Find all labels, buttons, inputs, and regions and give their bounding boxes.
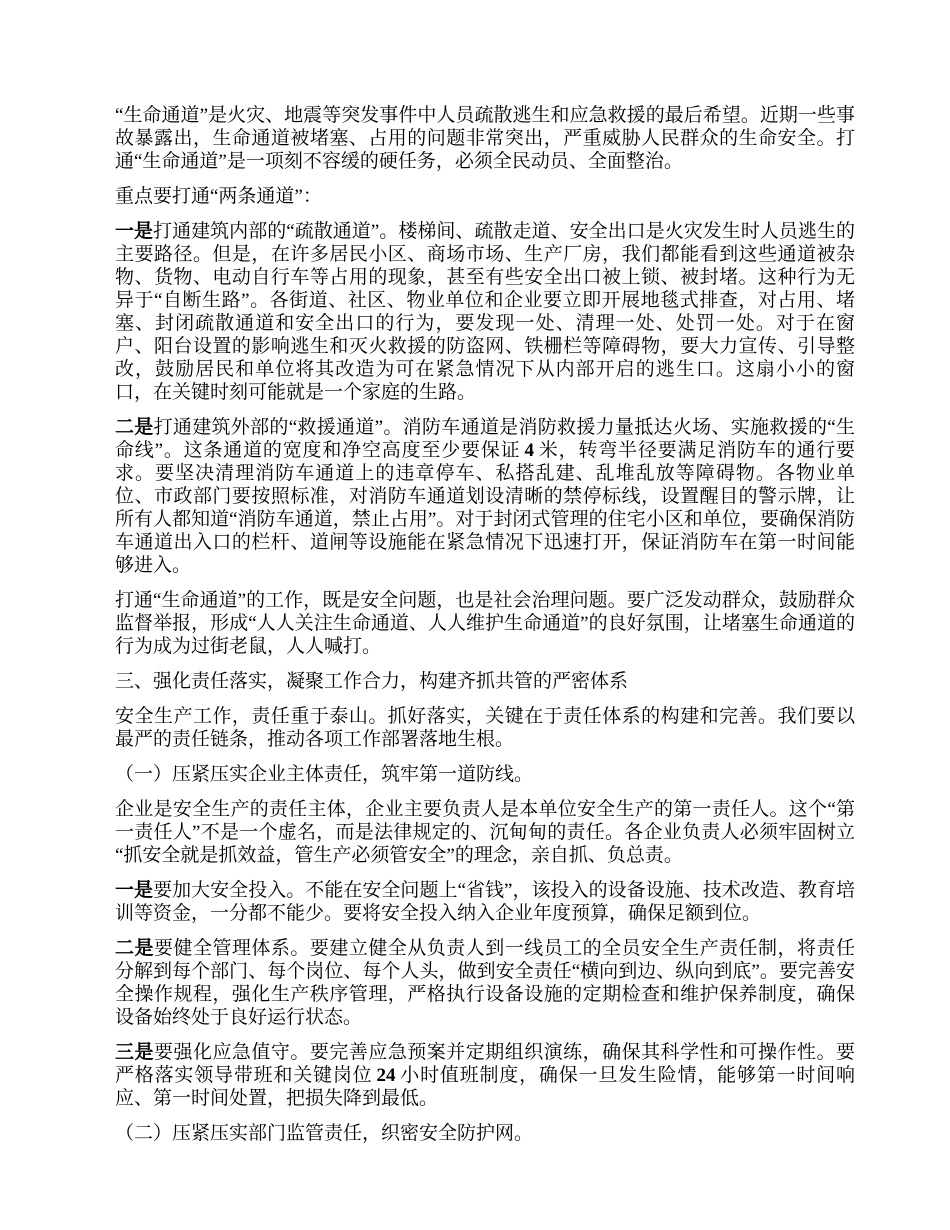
subsection-heading-department bbox=[115, 1122, 855, 1145]
text-run-number: 4 bbox=[524, 440, 534, 461]
paragraph-intro bbox=[115, 104, 855, 173]
text-run: “生命通道”是火灾、地震等突发事件中人员疏散逃生和应急救援的最后希望。近期一些事故暴露出，生命通道被堵塞、占用的问题非常突出，严重威胁人民群众的生命安全。打通“生命通道”是一项刻不容缓的硬任务，必须全民动员、全面整治。 bbox=[115, 105, 855, 172]
paragraph-point-one-evacuation bbox=[115, 220, 855, 404]
text-run: 米，转弯半径要满足消防车的通行要求。要坚决清理消防车通道上的违章停车、私搭乱建、乱堆乱放等障碍物。各物业单位、市政部门要按照标准，对消防车通道划设清晰的禁停标线，设置醒目的警示牌，让所有人都知道“消防车通道，禁止占用”。对于封闭式管理的住宅小区和单位，要确保消防车通道出入口的栏杆、道闸等设施能在紧急情况下迅速打开，保证消防车在第一时间能够进入。 bbox=[115, 440, 855, 576]
paragraph-social-governance bbox=[115, 589, 855, 658]
text-run: 要强化应急值守。要完善应急预案并定期组织演练，确保其科学性和可操作性。要严格落实领导带班和关键岗位 bbox=[115, 1042, 855, 1086]
section-heading-three bbox=[115, 670, 855, 693]
text-run: 重点要打通“两条通道”： bbox=[115, 186, 322, 207]
paragraph-enterprise-responsibility bbox=[115, 798, 855, 867]
text-run: 打通建筑外部的“救援通道”。消防车通道是消防救援力量抵达火场、实施救援的“生命线”。这条通道的宽度和净空高度至少要保证 bbox=[115, 417, 855, 461]
subsection-heading-enterprise bbox=[115, 763, 855, 786]
paragraph-item-one-investment bbox=[115, 879, 855, 925]
text-run: 要加大安全投入。不能在安全问题上“省钱”，该投入的设备设施、技术改造、教育培训等资金，一分都不能少。要将安全投入纳入企业年度预算，确保足额到位。 bbox=[115, 880, 855, 924]
text-run: （二）压紧压实部门监管责任，织密安全防护网。 bbox=[115, 1123, 534, 1144]
text-run: 三、强化责任落实，凝聚工作合力，构建齐抓共管的严密体系 bbox=[115, 671, 629, 692]
text-run: 打通建筑内部的“疏散通道”。楼梯间、疏散走道、安全出口是火灾发生时人员逃生的主要路径。但是，在许多居民小区、商场市场、生产厂房，我们都能看到这些通道被杂物、货物、电动自行车等占用的现象，甚至有些安全出口被上锁、被封堵。这种行为无异于“自断生路”。各街道、社区、物业单位和企业要立即开展地毯式排查，对占用、堵塞、封闭疏散通道和安全出口的行为，要发现一处、清理一处、处罚一处。对于在窗户、阳台设置的影响逃生和灭火救援的防盗网、铁栅栏等障碍物，要大力宣传、引导整改，鼓励居民和单位将其改造为可在紧急情况下从内部开启的逃生口。这扇小小的窗口，在关键时刻可能就是一个家庭的生路。 bbox=[115, 221, 855, 403]
paragraph-point-two-rescue bbox=[115, 416, 855, 577]
text-run: 安全生产工作，责任重于泰山。抓好落实，关键在于责任体系的构建和完善。我们要以最严的责任链条，推动各项工作部署落地生根。 bbox=[115, 706, 855, 750]
paragraph-lead-in bbox=[115, 185, 855, 208]
paragraph-item-two-management bbox=[115, 937, 855, 1029]
text-run: （一）压紧压实企业主体责任，筑牢第一道防线。 bbox=[115, 764, 534, 785]
text-run-bold: 一是 bbox=[115, 880, 154, 901]
text-run-bold: 三是 bbox=[115, 1042, 154, 1063]
text-run: 企业是安全生产的责任主体，企业主要负责人是本单位安全生产的第一责任人。这个“第一责任人”不是一个虚名，而是法律规定的、沉甸甸的责任。各企业负责人必须牢固树立“抓安全就是抓效益，管生产必须管安全”的理念，亲自抓、负总责。 bbox=[115, 799, 855, 866]
text-run-bold: 一是 bbox=[115, 221, 154, 242]
text-run-bold: 二是 bbox=[115, 938, 154, 959]
text-run-bold: 二是 bbox=[115, 417, 154, 438]
paragraph-responsibility-intro bbox=[115, 705, 855, 751]
text-run: 要健全管理体系。要建立健全从负责人到一线员工的全员安全生产责任制，将责任分解到每个部门、每个岗位、每个人头，做到安全责任“横向到边、纵向到底”。要完善安全操作规程，强化生产秩序管理，严格执行设备设施的定期检查和维护保养制度，确保设备始终处于良好运行状态。 bbox=[115, 938, 855, 1028]
text-run: 打通“生命通道”的工作，既是安全问题，也是社会治理问题。要广泛发动群众，鼓励群众监督举报，形成“人人关注生命通道、人人维护生命通道”的良好氛围，让堵塞生命通道的行为成为过街老鼠，人人喊打。 bbox=[115, 590, 855, 657]
text-run-number: 24 bbox=[376, 1065, 396, 1086]
text-run: 小时值班制度，确保一旦发生险情，能够第一时间响应、第一时间处置，把损失降到最低。 bbox=[115, 1065, 855, 1109]
paragraph-item-three-emergency bbox=[115, 1041, 855, 1110]
